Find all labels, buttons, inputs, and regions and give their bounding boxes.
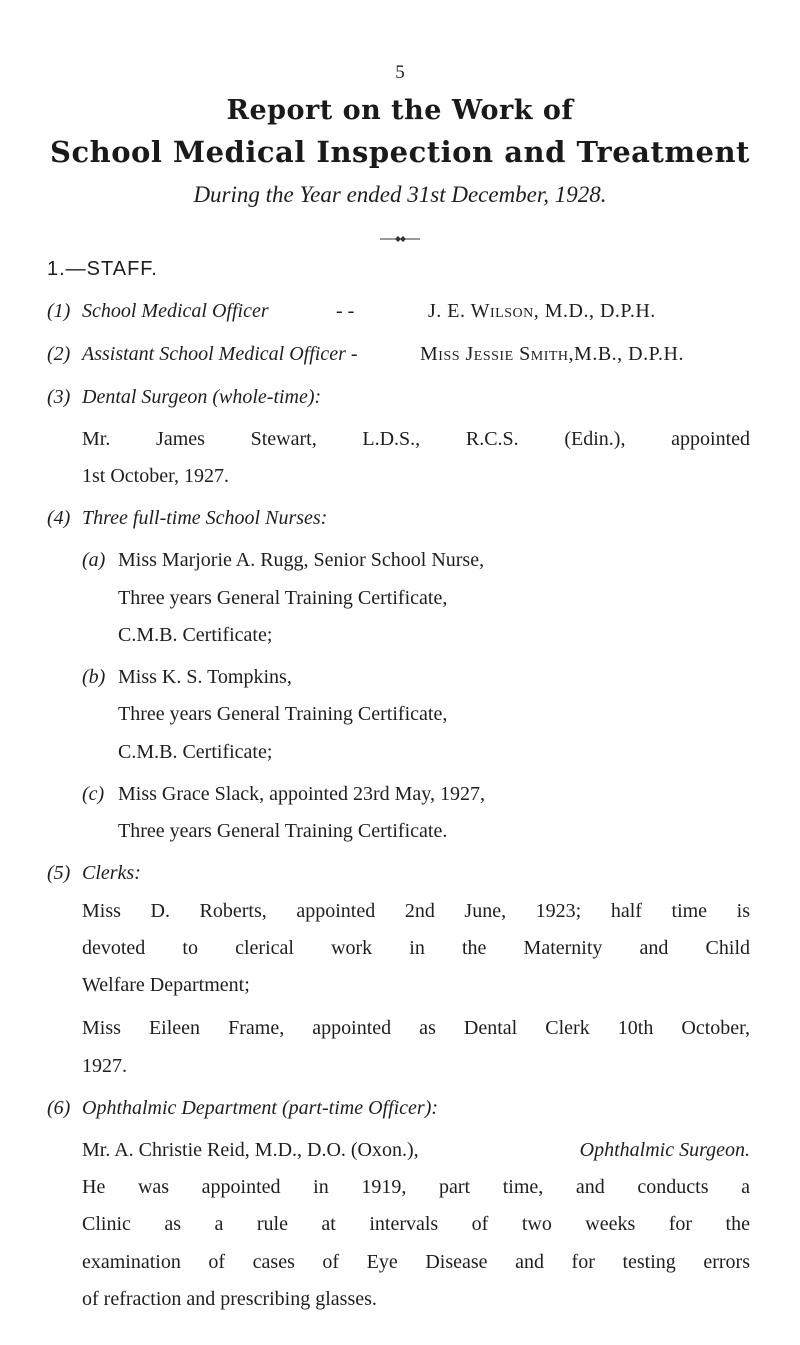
- item-1-number: [47, 300, 70, 323]
- item-6-line-1: [82, 1139, 750, 1162]
- item-3-line-2: 1st October, 1927.: [82, 465, 229, 487]
- section-heading-staff: 1.—STAFF.: [47, 258, 158, 280]
- report-title-line-1: Report on the Work of: [226, 95, 574, 126]
- item-5-role: Clerks:: [82, 862, 141, 884]
- item-5-para-2-line-1: Miss Eileen Frame, appointed as Dental Clerk 10th October,: [82, 1017, 750, 1039]
- item-3-role: Dental Surgeon (whole-time):: [82, 386, 322, 408]
- item-3-line-1: Mr. James Stewart, L.D.S., R.C.S. (Edin.), appointed: [82, 428, 750, 450]
- item-6-line-5: of refraction and prescribing glasses.: [82, 1288, 377, 1310]
- item-6-line-4: examination of cases of Eye Disease and for testing errors: [82, 1251, 750, 1273]
- item-1-person: [428, 300, 656, 323]
- ornament-divider: [380, 236, 420, 242]
- person-name: J. E. Wilson, M.D., D.P.H.: [428, 300, 656, 322]
- item-5-para-1-line-1: Miss D. Roberts, appointed 2nd June, 1923; half time is: [82, 900, 750, 922]
- item-4a-line-2: Three years General Training Certificate,: [118, 587, 448, 609]
- item-4c-line-2: Three years General Training Certificate.: [118, 820, 448, 842]
- item-2-role: Assistant School Medical Officer -: [82, 343, 358, 365]
- item-6-line-2: He was appointed in 1919, part time, and conducts a: [82, 1176, 750, 1198]
- item-6-role: Ophthalmic Department (part-time Officer):: [82, 1097, 439, 1119]
- item-4a-label: (a): [82, 549, 106, 571]
- item-4a-line-1: Miss Marjorie A. Rugg, Senior School Nurse,: [118, 549, 485, 571]
- item-4-number: (4): [47, 507, 71, 529]
- item-4b-line-2: Three years General Training Certificate,: [118, 703, 448, 725]
- item-2-number: (2): [47, 343, 71, 365]
- item-1-dashes: - -: [336, 300, 355, 322]
- item-1-role: School Medical Officer: [82, 300, 269, 322]
- item-4c-label: (c): [82, 783, 105, 805]
- page-number: 5: [395, 62, 405, 83]
- person-name: Miss Jessie Smith,M.B., D.P.H.: [420, 343, 684, 365]
- item-5-number: (5): [47, 862, 71, 884]
- report-subtitle: During the Year ended 31st December, 1928.: [193, 182, 607, 207]
- item-4b-line-1: Miss K. S. Tompkins,: [118, 666, 292, 688]
- item-4a-line-3: C.M.B. Certificate;: [118, 624, 273, 646]
- item-6-line-1-main: Mr. A. Christie Reid, M.D., D.O. (Oxon.),: [82, 1139, 419, 1161]
- item-4-role: Three full-time School Nurses:: [82, 507, 328, 529]
- item-5-para-2-line-2: 1927.: [82, 1055, 127, 1077]
- item-4c-line-1: Miss Grace Slack, appointed 23rd May, 1927,: [118, 783, 485, 805]
- report-title-line-2: School Medical Inspection and Treatment: [50, 135, 750, 169]
- item-number: (1): [47, 300, 71, 322]
- item-5-para-1-line-2: devoted to clerical work in the Maternity and Child: [82, 937, 750, 959]
- item-6-line-3: Clinic as a rule at intervals of two weeks for the: [82, 1213, 750, 1235]
- item-6-number: (6): [47, 1097, 71, 1119]
- item-2-person: [420, 343, 684, 366]
- item-6-line-1-italic: Ophthalmic Surgeon.: [579, 1139, 750, 1161]
- item-4b-label: (b): [82, 666, 106, 688]
- item-4b-line-3: C.M.B. Certificate;: [118, 741, 273, 763]
- item-3-number: (3): [47, 386, 71, 408]
- item-5-para-1-line-3: Welfare Department;: [82, 974, 250, 996]
